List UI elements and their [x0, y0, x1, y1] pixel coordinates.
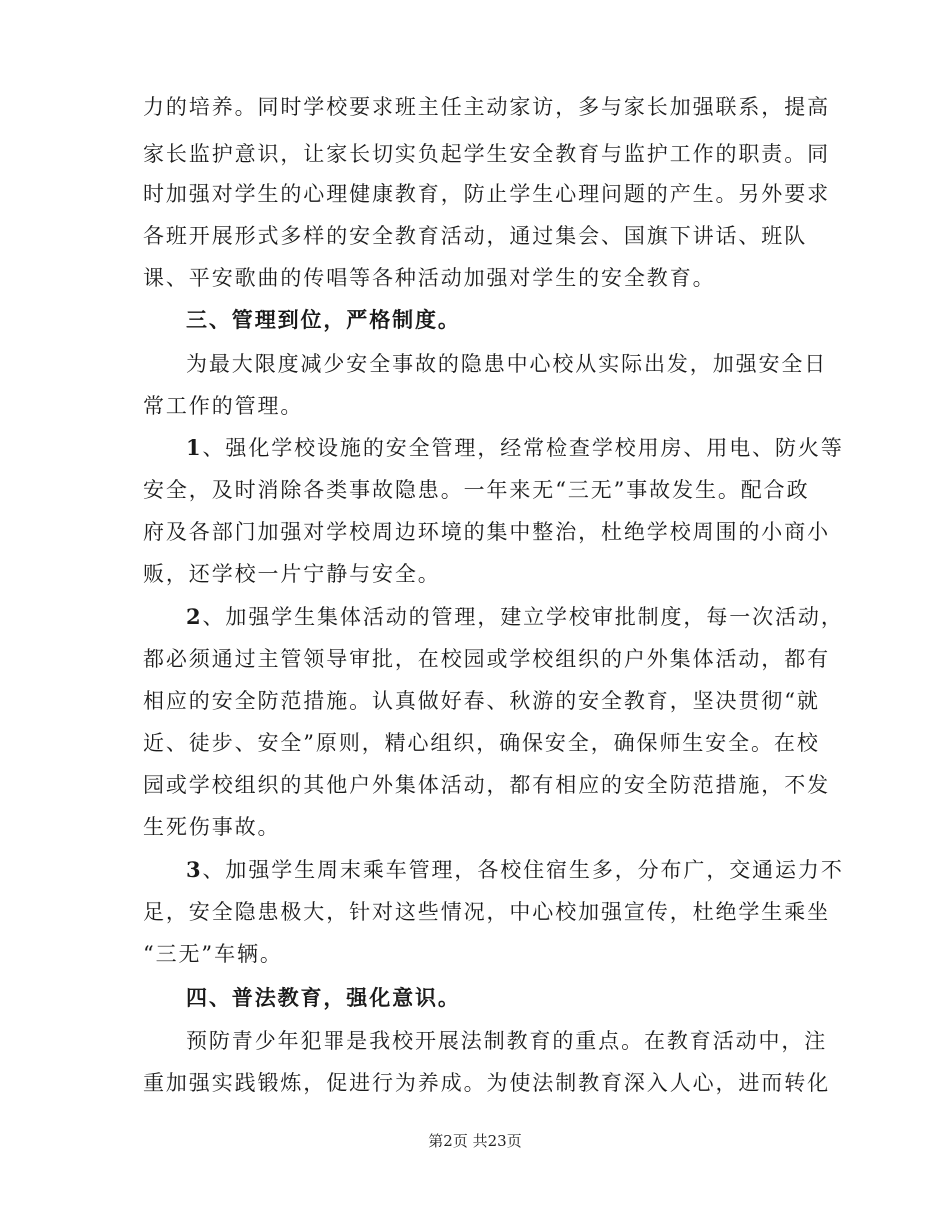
body-line: 家长监护意识，让家长切实负起学生安全教育与监护工作的职责。同: [143, 142, 830, 166]
item-text: 、强化学校设施的安全管理，经常检查学校用房、用电、防火等: [202, 436, 844, 460]
section-heading: 三、管理到位，严格制度。: [186, 307, 461, 332]
numbered-item-first-line: [186, 853, 866, 887]
body-line: 园或学校组织的其他户外集体活动，都有相应的安全防范措施，不发: [143, 773, 830, 797]
item-number: 3: [186, 857, 203, 882]
item-number: 2: [186, 604, 203, 629]
body-line: “三无”车辆。: [143, 942, 283, 966]
body-line: 各班开展形式多样的安全教育活动，通过集会、国旗下讲话、班队: [143, 224, 808, 248]
item-text: 、加强学生周末乘车管理，各校住宿生多，分布广，交通运力不: [202, 858, 844, 882]
numbered-item-first-line: [186, 431, 866, 465]
paragraph-first-line: 预防青少年犯罪是我校开展法制教育的重点。在教育活动中，注: [186, 1029, 828, 1053]
body-line: 近、徒步、安全”原则，精心组织，确保安全，确保师生安全。在校: [143, 731, 820, 755]
numbered-item-first-line: [186, 600, 866, 634]
body-line: 足，安全隐患极大，针对这些情况，中心校加强宣传，杜绝学生乘坐: [143, 900, 830, 924]
body-line: 生死伤事故。: [143, 815, 281, 839]
item-number: 1: [186, 435, 203, 460]
body-line: 课、平安歌曲的传唱等各种活动加强对学生的安全教育。: [143, 266, 716, 290]
body-line: 贩，还学校一片宁静与安全。: [143, 562, 441, 586]
body-line: 安全，及时消除各类事故隐患。一年来无“三无”事故发生。配合政: [143, 478, 810, 502]
item-text: 、加强学生集体活动的管理，建立学校审批制度，每一次活动，: [202, 605, 844, 629]
body-line: 力的培养。同时学校要求班主任主动家访，多与家长加强联系，提高: [143, 95, 830, 119]
page-number-footer: 第2页 共23页: [428, 1132, 522, 1150]
section-heading: 四、普法教育，强化意识。: [186, 985, 461, 1010]
body-line: 时加强对学生的心理健康教育，防止学生心理问题的产生。另外要求: [143, 182, 830, 206]
body-line: 常工作的管理。: [143, 394, 304, 418]
body-line: 都必须通过主管领导审批，在校园或学校组织的户外集体活动，都有: [143, 647, 830, 671]
body-line: 府及各部门加强对学校周边环境的集中整治，杜绝学校周围的小商小: [143, 520, 830, 544]
paragraph-first-line: 为最大限度减少安全事故的隐患中心校从实际出发，加强安全日: [186, 352, 828, 376]
body-line: 相应的安全防范措施。认真做好春、秋游的安全教育，坚决贯彻“就: [143, 689, 820, 713]
body-line: 重加强实践锻炼，促进行为养成。为使法制教育深入人心，进而转化: [143, 1071, 830, 1095]
